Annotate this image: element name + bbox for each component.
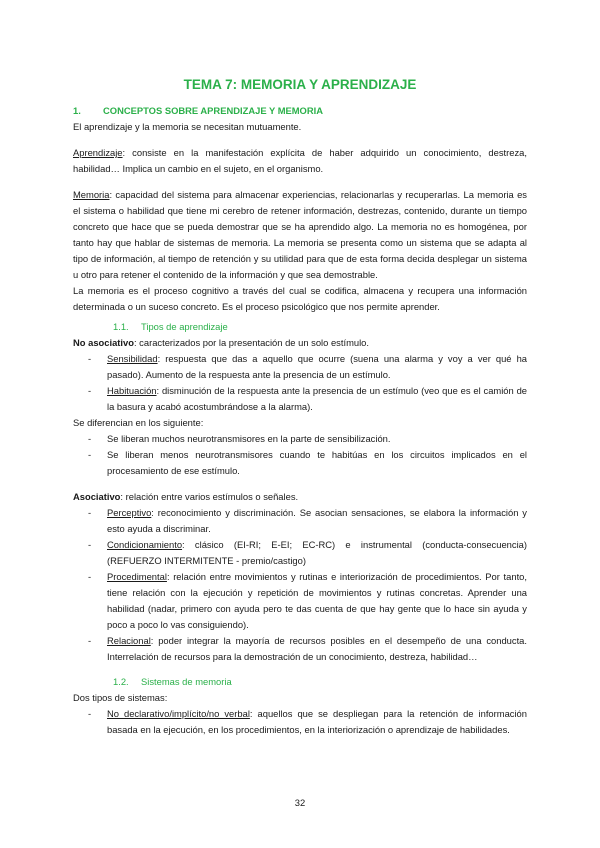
- subsection-title: Tipos de aprendizaje: [141, 321, 228, 332]
- section-title: CONCEPTOS SOBRE APRENDIZAJE Y MEMORIA: [103, 105, 323, 116]
- sistemas-intro: Dos tipos de sistemas:: [73, 692, 168, 703]
- list-item: - Se liberan menos neurotransmisores cuando te habitúas en los circuitos implicados en el procesamiento de ese estímulo.: [88, 449, 527, 476]
- memoria-paragraph: Memoria: capacidad del sistema para almacenar experiencias, relacionarlas y recuperarlas. La memoria es el sistema o habilidad que tiene mi cerebro de retener información, destrezas, contenido, durante un tiempo concreto que hace que se pueda demostrar que se ha aprendido algo. La memoria no es homogénea, por tanto hay que hablar de sistemas de memoria. La memoria se presenta como un sistema que se adapta al tipo de información, al tiempo de retención y su utilidad para que de esta forma decida desplegar un sistema u otro para retener el contenido de la información y que sea demostrable.: [73, 189, 527, 280]
- section-1-1-heading: [73, 319, 527, 335]
- list-item: - Condicionamiento: clásico (EI-RI; E-EI; EC-RC) e instrumental (conducta-consecuencia) (REFUERZO INTERMITENTE - premio/castigo): [88, 539, 527, 566]
- document-body: [73, 103, 527, 738]
- intro-paragraph: El aprendizaje y la memoria se necesitan mutuamente.: [73, 121, 302, 132]
- list-item: - Sensibilidad: respuesta que das a aquello que ocurre (suena una alarma y voy a ver qué ha pasado). Aumento de la respuesta ante la presencia de un estímulo.: [88, 353, 527, 380]
- memoria-term: Memoria: [73, 189, 110, 200]
- page-title: TEMA 7: MEMORIA Y APRENDIZAJE: [183, 77, 417, 92]
- no-asociativo-paragraph: No asociativo: caracterizados por la presentación de un solo estímulo.: [73, 337, 369, 348]
- aprendizaje-paragraph: Aprendizaje: consiste en la manifestación explícita de haber adquirido un conocimiento, destreza, habilidad… Implica un cambio en el sujeto, en el organismo.: [73, 147, 527, 174]
- list-item: - Se liberan muchos neurotransmisores en la parte de sensibilización.: [88, 433, 391, 444]
- list-item: - Perceptivo: reconocimiento y discriminación. Se asocian sensaciones, se elabora la información y esto ayuda a discriminar.: [88, 507, 527, 534]
- section-1-heading: [73, 103, 527, 119]
- list-item: - No declarativo/implícito/no verbal: aquellos que se despliegan para la retención de información basada en la ejecución, en los procedimientos, en la interiorización o aprendizaje de habilidades.: [88, 708, 527, 735]
- asociativo-term: Asociativo: [73, 491, 121, 502]
- list-item: - Habituación: disminución de la respuesta ante la presencia de un estímulo (veo que es el camión de la basura y acabó acostumbrándose a la alarma).: [88, 385, 527, 412]
- subsection-number: 1.1.: [113, 321, 129, 332]
- asociativo-paragraph: Asociativo: relación entre varios estímulos o señales.: [73, 491, 299, 502]
- page-number: 32: [294, 797, 306, 808]
- section-1-2-heading: [73, 674, 527, 690]
- list-item: - Procedimental: relación entre movimientos y rutinas e interiorización de procedimientos. Por tanto, tiene relación con la ejecución y repetición de movimientos y rutinas concretas. Aprender una habilidad (nadar, primero con ayuda pero te das cuenta de que hay gente que lo hace sin ayuda y poco a poco lo vas consiguiendo).: [88, 571, 527, 630]
- aprendizaje-term: Aprendizaje: [73, 147, 123, 158]
- subsection-number: 1.2.: [113, 676, 129, 687]
- section-number: 1.: [73, 105, 81, 116]
- memoria-paragraph-2: La memoria es el proceso cognitivo a través del cual se codifica, almacena y recupera una información determinada o un suceso concreto. Es el proceso psicológico que nos permite aprender.: [73, 285, 527, 312]
- no-asociativo-term: No asociativo: [73, 337, 134, 348]
- list-item: - Relacional: poder integrar la mayoría de recursos posibles en el desempeño de una conducta. Interrelación de recursos para la demostración de un conocimiento, destreza, habilidad…: [88, 635, 527, 662]
- diferencian-paragraph: Se diferencian en los siguiente:: [73, 417, 204, 428]
- subsection-title: Sistemas de memoria: [141, 676, 232, 687]
